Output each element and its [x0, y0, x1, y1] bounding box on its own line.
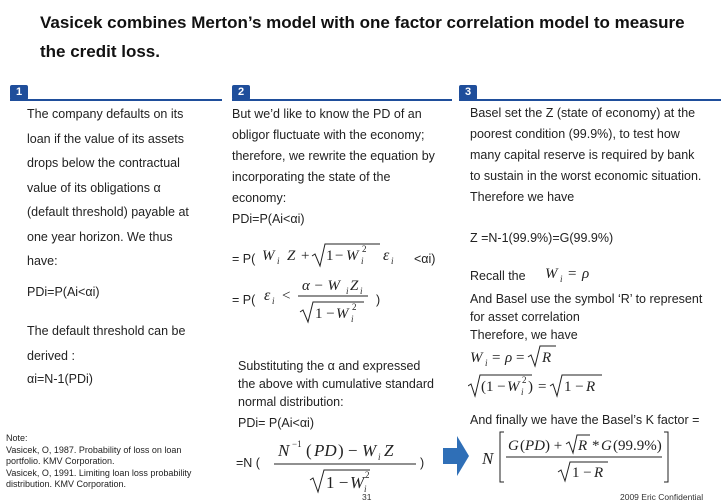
col3-kfactor: And finally we have the Basel’s K factor = [470, 413, 700, 427]
svg-text:2: 2 [522, 375, 527, 385]
svg-text:G: G [601, 438, 612, 454]
col2-line: economy: [232, 191, 287, 205]
col3-recall: Recall the [470, 269, 526, 283]
col1-line: value of its obligations α [27, 180, 161, 195]
eq2-prefix: = P( [232, 293, 256, 307]
svg-text:=: = [568, 266, 577, 282]
svg-text:ρ: ρ [582, 266, 590, 282]
col2-line: Substituting the α and expressed [238, 359, 421, 373]
column-1-text [27, 102, 227, 274]
col3-line: Therefore we have [470, 190, 575, 204]
col2-line: incorporating the state of the [232, 170, 391, 184]
note-line: distribution. KMV Corporation. [6, 479, 127, 489]
section-3-rule [459, 99, 721, 101]
svg-text:1: 1 [326, 248, 334, 264]
eq1-suffix: <αi) [414, 252, 436, 266]
svg-text:=: = [516, 350, 525, 366]
col3-line: Basel set the Z (state of economy) at the [470, 106, 696, 120]
page-number: 31 [362, 492, 372, 502]
svg-text:N: N [482, 449, 494, 468]
title-line-1: Vasicek combines Merton’s model with one factor correlation model to measure [40, 13, 685, 32]
arrow-icon [443, 428, 469, 484]
svg-text:G: G [508, 438, 519, 454]
rho-formulas [468, 342, 608, 400]
rho-svg [468, 342, 608, 400]
col1-line: loan if the value of its assets [27, 131, 185, 146]
svg-text:Z: Z [287, 248, 296, 264]
svg-text:Z: Z [384, 441, 394, 460]
svg-text:=: = [538, 379, 547, 395]
eq1-prefix: = P( [232, 252, 256, 266]
col1-pd-formula: PDi=P(Ai<αi) [27, 285, 100, 299]
final-suffix: ) [420, 456, 425, 470]
col1-alpha-formula: αi=N-1(PDi) [27, 372, 93, 386]
svg-text:R: R [586, 379, 596, 395]
svg-text:(99.9%): (99.9%) [613, 438, 662, 454]
svg-text:+: + [301, 248, 310, 264]
svg-text:) −: ) − [338, 441, 358, 460]
eq2-svg [260, 270, 370, 326]
column-2-text [232, 104, 457, 209]
svg-text:R: R [594, 465, 604, 481]
col2-line: therefore, we rewrite the equation by [232, 149, 435, 163]
col1-threshold-text [27, 319, 227, 368]
svg-text:): ) [528, 379, 533, 395]
section-1-badge: 1 [10, 85, 28, 100]
note-heading: Note: [6, 433, 28, 443]
svg-text:ε: ε [264, 287, 271, 304]
col3-line: poorest condition (99.9%), to test how [470, 127, 680, 141]
svg-text:(: ( [520, 438, 525, 454]
svg-text:−1: −1 [292, 439, 302, 449]
svg-text:W: W [262, 248, 275, 264]
svg-text:1 −: 1 − [315, 306, 335, 322]
basel-k-formula [478, 424, 688, 488]
col3-line: Therefore, we have [470, 328, 578, 342]
svg-text:R: R [578, 438, 588, 454]
note-line: Vasicek, O, 1987. Probability of loss on loan [6, 444, 182, 455]
col2-subst-text [238, 357, 453, 411]
confidential-label: 2009 Eric Confidential [620, 492, 704, 502]
svg-text:W: W [545, 266, 558, 282]
svg-text:N: N [278, 441, 290, 460]
eq1-svg [260, 240, 410, 270]
svg-text:W: W [350, 473, 365, 492]
arrow-svg [443, 428, 469, 484]
col2-line: the above with cumulative standard [238, 377, 434, 391]
svg-text:i: i [560, 274, 563, 284]
column-3-text [470, 103, 722, 208]
svg-text:2: 2 [365, 470, 370, 480]
col1-line: have: [27, 254, 58, 268]
svg-text:i: i [277, 256, 280, 266]
svg-text:i: i [364, 484, 367, 494]
col3-line: many capital reserve is required by bank [470, 148, 695, 162]
svg-text:ρ: ρ [505, 350, 513, 366]
svg-text:W: W [470, 350, 483, 366]
recall-svg [543, 262, 603, 286]
col1-line: derived : [27, 348, 75, 363]
svg-text:i: i [521, 387, 524, 397]
svg-text:W: W [362, 441, 377, 460]
svg-text:=: = [492, 350, 501, 366]
title-line-2: the credit loss. [40, 42, 160, 61]
svg-text:PD: PD [314, 441, 337, 460]
references-note [6, 433, 241, 491]
svg-text:i: i [361, 256, 364, 266]
col1-line: The company defaults on its [27, 107, 184, 121]
svg-text:1 −: 1 − [564, 379, 584, 395]
section-2-badge: 2 [232, 85, 250, 100]
eq2-suffix: ) [376, 293, 381, 307]
col3-basel-text [470, 290, 725, 344]
svg-text:<: < [282, 288, 291, 304]
slide-title [40, 8, 720, 66]
svg-text:) +: ) + [545, 438, 563, 454]
col1-line: The default threshold can be [27, 324, 186, 338]
col2-line: obligor fluctuate with the economy; [232, 128, 425, 142]
section-1-rule [10, 99, 222, 101]
note-line: portfolio. KMV Corporation. [6, 456, 115, 466]
section-2-rule [232, 99, 452, 101]
svg-text:i: i [351, 314, 354, 324]
svg-text:1 −: 1 − [326, 473, 349, 492]
col2-pd-formula-2: PDi= P(Ai<αi) [238, 416, 314, 430]
col3-z-formula: Z =N-1(99.9%)=G(99.9%) [470, 231, 614, 245]
svg-text:1 −: 1 − [572, 465, 592, 481]
svg-text:W: W [346, 248, 359, 264]
final-svg [270, 434, 420, 496]
svg-text:(: ( [306, 441, 312, 460]
col2-pd-formula: PDi=P(Ai<αi) [232, 212, 305, 226]
svg-text:α − W: α − W [302, 278, 340, 294]
col3-line: for asset correlation [470, 310, 580, 324]
col2-line: But we’d like to know the PD of an [232, 107, 422, 121]
section-3-badge: 3 [459, 85, 477, 100]
svg-text:*: * [592, 438, 600, 454]
svg-text:PD: PD [525, 438, 545, 454]
svg-text:ε: ε [383, 247, 390, 264]
eq2-formula [260, 270, 370, 326]
col1-line: (default threshold) payable at [27, 205, 189, 219]
svg-text:2: 2 [352, 302, 357, 312]
recall-formula [543, 262, 603, 286]
svg-text:i: i [346, 286, 349, 296]
final-prefix: =N ( [236, 456, 260, 470]
svg-text:−: − [335, 248, 344, 264]
svg-text:i: i [485, 358, 488, 368]
eq1-formula [260, 240, 410, 270]
svg-text:W: W [336, 306, 349, 322]
svg-text:W: W [507, 379, 520, 395]
col3-line: And Basel use the symbol ‘R’ to represent [470, 292, 703, 306]
col2-line: normal distribution: [238, 395, 344, 409]
note-line: Vasicek, O, 1991. Limiting loan loss probability [6, 467, 192, 478]
svg-text:i: i [378, 452, 381, 462]
svg-text:Z: Z [350, 278, 359, 294]
svg-text:i: i [360, 286, 363, 296]
svg-text:(1 −: (1 − [481, 379, 506, 395]
svg-text:i: i [391, 256, 394, 266]
col1-line: drops below the contractual [27, 156, 180, 170]
svg-text:R: R [542, 350, 552, 366]
col3-line: to sustain in the worst economic situation. [470, 169, 702, 183]
svg-text:i: i [272, 296, 275, 306]
basel-k-svg [478, 424, 688, 488]
svg-text:2: 2 [362, 244, 367, 254]
col1-line: one year horizon. We thus [27, 229, 173, 244]
final-formula [270, 434, 420, 496]
